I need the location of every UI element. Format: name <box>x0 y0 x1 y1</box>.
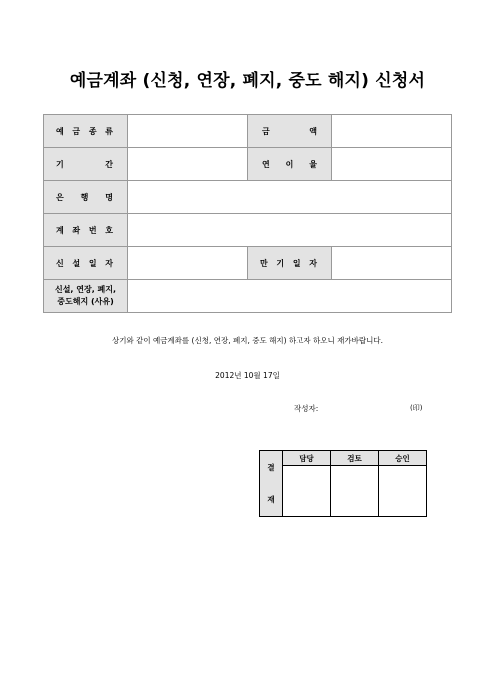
label-interest-rate: 연 이 율 <box>248 148 332 181</box>
label-bank-name: 은 행 명 <box>44 181 128 214</box>
approval-box-staff[interactable] <box>283 466 331 517</box>
field-open-date[interactable] <box>128 247 248 280</box>
form-row <box>44 148 452 181</box>
field-interest-rate[interactable] <box>332 148 452 181</box>
approval-header-approve: 승인 <box>379 451 427 466</box>
approval-side-label: 결 재 <box>260 451 283 517</box>
form-row <box>44 115 452 148</box>
label-amount: 금 액 <box>248 115 332 148</box>
field-deposit-type[interactable] <box>128 115 248 148</box>
approval-box-approve[interactable] <box>379 466 427 517</box>
label-maturity-date: 만 기 일 자 <box>248 247 332 280</box>
field-bank-name[interactable] <box>128 181 452 214</box>
label-reason: 신설, 연장, 폐지, 중도해지 (사유) <box>44 280 128 313</box>
field-reason[interactable] <box>128 280 452 313</box>
seal-mark: (印) <box>410 404 423 412</box>
request-statement: 상기와 같이 예금계좌를 (신청, 연장, 폐지, 중도 해지) 하고자 하오니 재가바랍니다. <box>111 336 384 345</box>
form-row <box>44 181 452 214</box>
writer-label: 작성자: <box>294 404 319 413</box>
application-date: 2012년 10월 17일 <box>215 371 280 380</box>
field-account-number[interactable] <box>128 214 452 247</box>
form-row <box>44 247 452 280</box>
document-title: 예금계좌 (신청, 연장, 폐지, 중도 해지) 신청서 <box>69 71 426 91</box>
form-row <box>44 214 452 247</box>
field-period[interactable] <box>128 148 248 181</box>
field-maturity-date[interactable] <box>332 247 452 280</box>
label-deposit-type: 예 금 종 류 <box>44 115 128 148</box>
approval-box-review[interactable] <box>331 466 379 517</box>
application-form-table <box>43 114 452 313</box>
form-row <box>44 280 452 313</box>
field-amount[interactable] <box>332 115 452 148</box>
approval-table <box>259 450 427 517</box>
approval-header-staff: 담당 <box>283 451 331 466</box>
label-open-date: 신 설 일 자 <box>44 247 128 280</box>
approval-header-review: 검토 <box>331 451 379 466</box>
label-account-number: 계 좌 번 호 <box>44 214 128 247</box>
label-period: 기 간 <box>44 148 128 181</box>
